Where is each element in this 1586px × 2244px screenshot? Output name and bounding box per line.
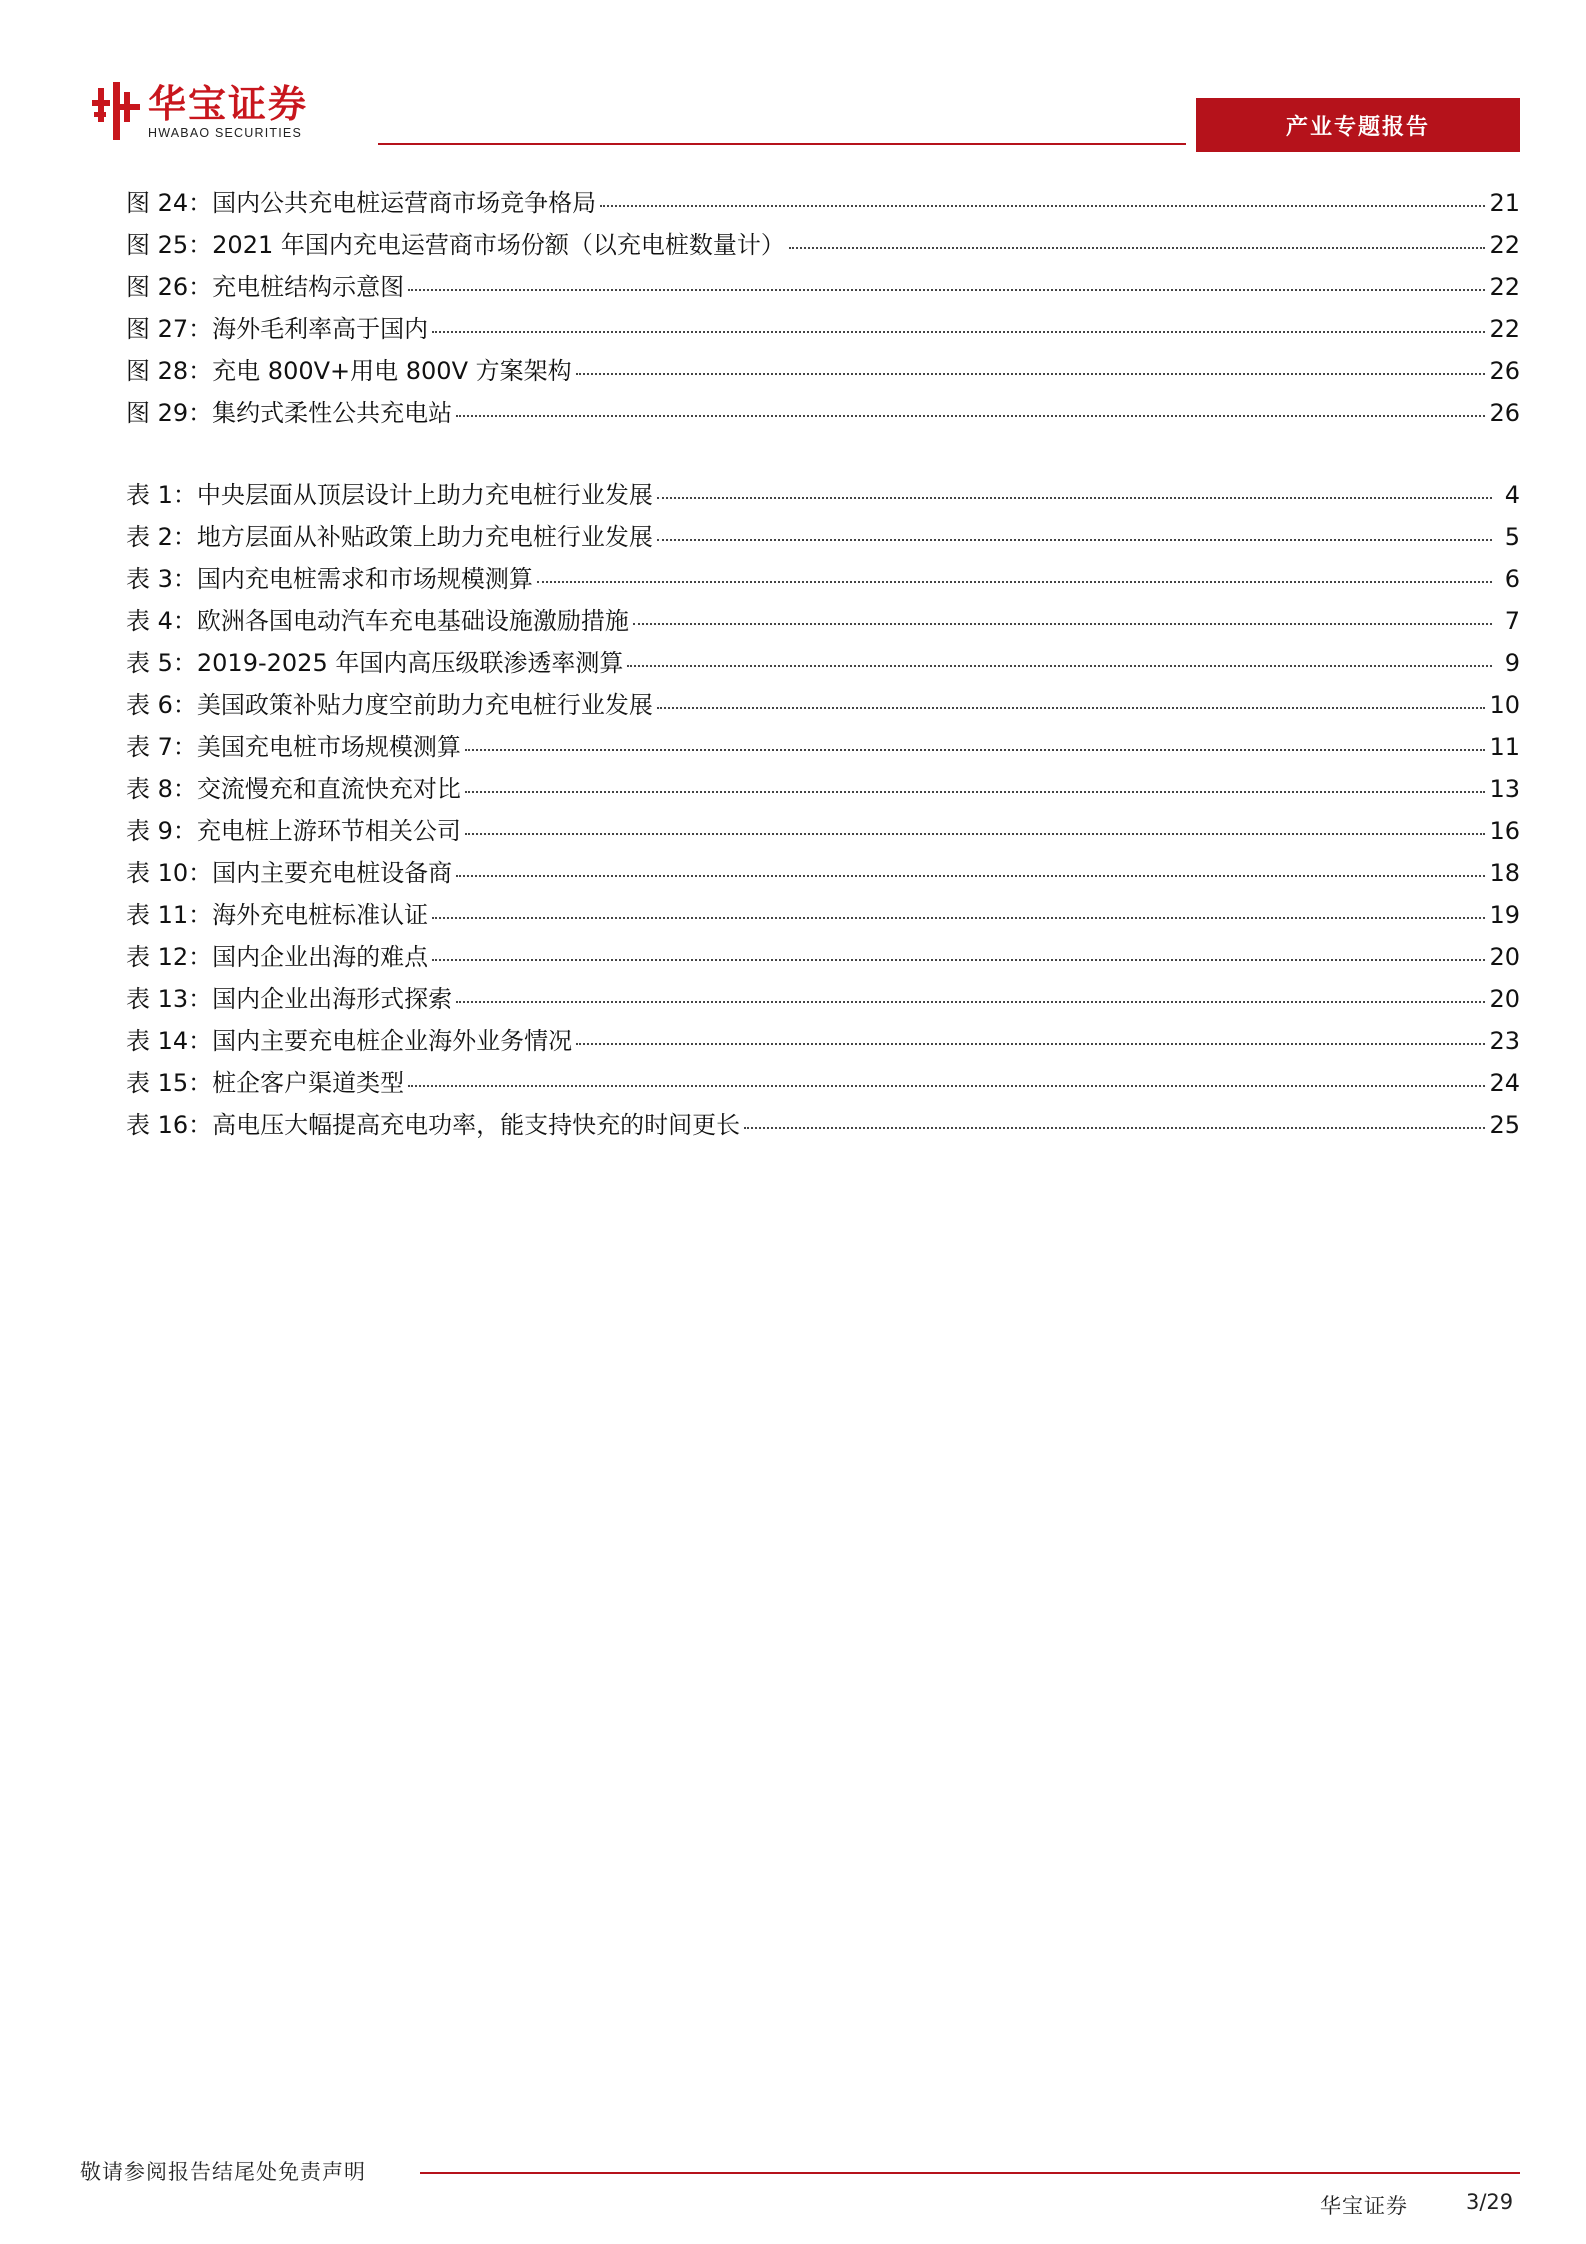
- disclaimer-note: 敬请参阅报告结尾处免责声明: [80, 2160, 366, 2184]
- toc-entry-label: 表 6：美国政策补贴力度空前助力充电桩行业发展: [126, 691, 653, 719]
- toc-leader-dots: [432, 330, 1485, 333]
- toc-leader-dots: [657, 706, 1486, 709]
- toc-entry-label: 表 15：桩企客户渠道类型: [126, 1069, 405, 1097]
- toc-row[interactable]: [126, 852, 1520, 894]
- toc-entry-label: 表 9：充电桩上游环节相关公司: [126, 817, 461, 845]
- toc-entry-label: 表 13：国内企业出海形式探索: [126, 985, 453, 1013]
- toc-row[interactable]: [126, 1020, 1520, 1062]
- toc-page-number: 26: [1489, 399, 1520, 427]
- toc-leader-dots: [744, 1126, 1485, 1129]
- toc-leader-dots: [576, 372, 1486, 375]
- toc-page-number: 7: [1504, 607, 1520, 635]
- table-list: [126, 474, 1520, 1146]
- toc-leader-dots: [456, 414, 1485, 417]
- logo-english-name: HWABAO SECURITIES: [148, 126, 302, 140]
- header-divider: [378, 143, 1186, 145]
- toc-entry-label: 图 29：集约式柔性公共充电站: [126, 399, 453, 427]
- toc-leader-dots: [537, 580, 1492, 583]
- toc-entry-label: 表 1：中央层面从顶层设计上助力充电桩行业发展: [126, 481, 653, 509]
- toc-leader-dots: [456, 1000, 1485, 1003]
- toc-row[interactable]: [126, 810, 1520, 852]
- toc-entry-label: 图 28：充电 800V+用电 800V 方案架构: [126, 357, 572, 385]
- toc-leader-dots: [408, 288, 1485, 291]
- toc-page-number: 11: [1489, 733, 1520, 761]
- toc-leader-dots: [657, 538, 1492, 541]
- toc-entry-label: 图 24：国内公共充电桩运营商市场竞争格局: [126, 189, 597, 217]
- toc-leader-dots: [465, 748, 1486, 751]
- toc-page-number: 6: [1504, 565, 1520, 593]
- toc-page-number: 10: [1489, 691, 1520, 719]
- toc-leader-dots: [633, 622, 1492, 625]
- toc-page-number: 18: [1489, 859, 1520, 887]
- toc-row[interactable]: [126, 894, 1520, 936]
- toc-row[interactable]: [126, 182, 1520, 224]
- toc-leader-dots: [465, 832, 1486, 835]
- toc-row[interactable]: [126, 224, 1520, 266]
- footer-divider: [420, 2172, 1520, 2174]
- page-number: 3/29: [1466, 2190, 1514, 2214]
- logo-chinese-name: 华宝证券: [148, 82, 309, 126]
- toc-leader-dots: [789, 246, 1486, 249]
- toc-page-number: 20: [1489, 943, 1520, 971]
- toc-page-number: 4: [1504, 481, 1520, 509]
- toc-entry-label: 表 5：2019-2025 年国内高压级联渗透率测算: [126, 649, 624, 677]
- toc-page-number: 20: [1489, 985, 1520, 1013]
- toc-row[interactable]: [126, 684, 1520, 726]
- toc-page-number: 25: [1489, 1111, 1520, 1139]
- toc-row[interactable]: [126, 768, 1520, 810]
- toc-leader-dots: [600, 204, 1485, 207]
- toc-page-number: 26: [1489, 357, 1520, 385]
- toc-row[interactable]: [126, 978, 1520, 1020]
- toc-entry-label: 表 14：国内主要充电桩企业海外业务情况: [126, 1027, 573, 1055]
- toc-page-number: 24: [1489, 1069, 1520, 1097]
- toc-page-number: 22: [1489, 231, 1520, 259]
- toc-entry-label: 图 25：2021 年国内充电运营商市场份额（以充电桩数量计）: [126, 231, 785, 259]
- toc-entry-label: 表 10：国内主要充电桩设备商: [126, 859, 453, 887]
- toc-row[interactable]: [126, 1104, 1520, 1146]
- toc-entry-label: 图 27：海外毛利率高于国内: [126, 315, 429, 343]
- figure-list: [126, 182, 1520, 434]
- toc-page-number: 5: [1504, 523, 1520, 551]
- toc-row[interactable]: [126, 350, 1520, 392]
- toc-row[interactable]: [126, 1062, 1520, 1104]
- toc-row[interactable]: [126, 308, 1520, 350]
- toc-leader-dots: [627, 664, 1492, 667]
- toc-entry-label: 表 11：海外充电桩标准认证: [126, 901, 429, 929]
- toc-leader-dots: [432, 916, 1485, 919]
- toc-row[interactable]: [126, 516, 1520, 558]
- toc-page-number: 22: [1489, 273, 1520, 301]
- toc-leader-dots: [432, 958, 1485, 961]
- toc-row[interactable]: [126, 558, 1520, 600]
- toc-entry-label: 表 12：国内企业出海的难点: [126, 943, 429, 971]
- toc-row[interactable]: [126, 600, 1520, 642]
- toc-leader-dots: [408, 1084, 1485, 1087]
- toc-entry-label: 表 3：国内充电桩需求和市场规模测算: [126, 565, 533, 593]
- toc-leader-dots: [657, 496, 1492, 499]
- toc-page-number: 13: [1489, 775, 1520, 803]
- toc-row[interactable]: [126, 474, 1520, 516]
- toc-entry-label: 图 26：充电桩结构示意图: [126, 273, 405, 301]
- toc-page-number: 9: [1504, 649, 1520, 677]
- toc-row[interactable]: [126, 392, 1520, 434]
- toc-entry-label: 表 8：交流慢充和直流快充对比: [126, 775, 461, 803]
- company-logo: [90, 82, 380, 142]
- toc-row[interactable]: [126, 726, 1520, 768]
- toc-leader-dots: [456, 874, 1485, 877]
- toc-entry-label: 表 4：欧洲各国电动汽车充电基础设施激励措施: [126, 607, 629, 635]
- toc-row[interactable]: [126, 642, 1520, 684]
- toc-row[interactable]: [126, 266, 1520, 308]
- toc-leader-dots: [576, 1042, 1485, 1045]
- toc-page-number: 16: [1489, 817, 1520, 845]
- toc-page-number: 21: [1489, 189, 1520, 217]
- toc-page-number: 22: [1489, 315, 1520, 343]
- footer-brand: 华宝证券: [1320, 2194, 1408, 2218]
- toc-entry-label: 表 16：高电压大幅提高充电功率，能支持快充的时间更长: [126, 1111, 741, 1139]
- toc-leader-dots: [465, 790, 1486, 793]
- toc-page-number: 23: [1489, 1027, 1520, 1055]
- report-type-badge: 产业专题报告: [1196, 98, 1520, 152]
- toc-entry-label: 表 7：美国充电桩市场规模测算: [126, 733, 461, 761]
- toc-entry-label: 表 2：地方层面从补贴政策上助力充电桩行业发展: [126, 523, 653, 551]
- toc-row[interactable]: [126, 936, 1520, 978]
- hwabao-logo-icon: [90, 82, 142, 140]
- toc-page-number: 19: [1489, 901, 1520, 929]
